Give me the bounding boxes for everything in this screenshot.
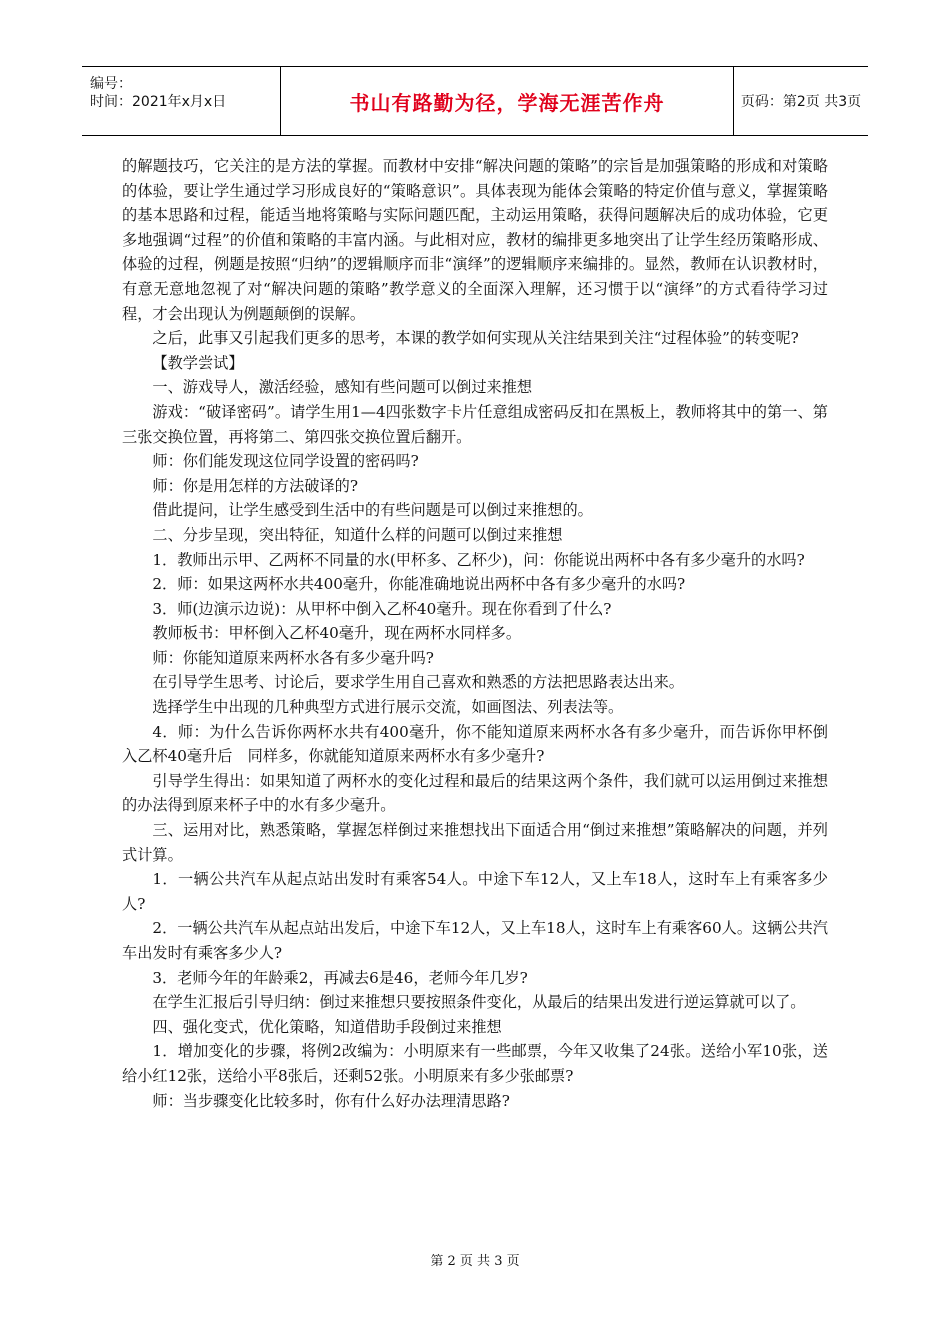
page-footer — [0, 1250, 950, 1269]
body-paragraph: 3．老师今年的年龄乘2，再减去6是46，老师今年几岁? — [152, 968, 528, 987]
body-paragraph: 二、分步呈现，突出特征，知道什么样的问题可以倒过来推想 — [152, 525, 563, 544]
header-page-cell — [734, 67, 868, 135]
body-paragraph: 选择学生中出现的几种典型方式进行展示交流，如画图法、列表法等。 — [152, 698, 624, 717]
body-paragraph: 师：当步骤变化比较多时，你有什么好办法理清思路? — [152, 1091, 510, 1110]
header-slogan: 书山有路勤为径，学海无涯苦作舟 — [349, 90, 665, 115]
body-paragraph: 引导学生得出：如果知道了两杯水的变化过程和最后的结果这两个条件，我们就可以运用倒过来推想的办法得到原来杯子中的水有多少毫升。 — [122, 771, 828, 815]
body-paragraph: 师：你能知道原来两杯水各有多少毫升吗? — [152, 648, 434, 667]
body-paragraph: 1．增加变化的步骤，将例2改编为：小明原来有一些邮票，今年又收集了24张。送给小军10张，送给小红12张，送给小平8张后，还剩52张。小明原来有多少张邮票? — [122, 1042, 828, 1085]
body-paragraph: 四、强化变式，优化策略，知道借助手段倒过来推想 — [152, 1017, 502, 1036]
body-paragraph: 师：你们能发现这位同学设置的密码吗? — [152, 452, 419, 471]
body-paragraph: 在引导学生思考、讨论后，要求学生用自己喜欢和熟悉的方法把思路表达出来。 — [152, 673, 684, 692]
document-date-label: 时间：2021年x月x日 — [90, 94, 227, 110]
body-paragraph: 教师板书：甲杯倒入乙杯40毫升，现在两杯水同样多。 — [152, 624, 522, 643]
body-paragraph: 的解题技巧，它关注的是方法的掌握。而教材中安排“解决问题的策略”的宗旨是加强策略的形成和对策略的体验，要让学生通过学习形成良好的“策略意识”。具体表现为能体会策略的特定价值与意义，掌握策略的基本思路和过程，能适当地将策略与实际问题匹配，主动运用策略，获得问题解决后的成功体验，它更多地强调“过程”的价值和策略的丰富内涵。与此相对应，教材的编排更多地突出了让学生经历策略形成、体验的过程，例题是按照“归纳”的逻辑顺序而非“演绎”的逻辑顺序来编排的。显然，教师在认识教材时，有意无意地忽视了对“解决问题的策略”教学意义的全面深入理解，还习惯于以“演绎”的方式看待学习过程，才会出现认为例题颠倒的误解。 — [122, 157, 828, 323]
header-info-cell — [82, 67, 281, 135]
body-paragraph: 2．一辆公共汽车从起点站出发后，中途下车12人，又上车18人，这时车上有乘客60人。这辆公共汽车出发时有乘客多少人? — [122, 919, 828, 962]
body-paragraph: 借此提问，让学生感受到生活中的有些问题是可以倒过来推想的。 — [152, 501, 593, 520]
header-page-info: 页码：第2页 共3页 — [740, 94, 862, 110]
body-paragraph: 4．师：为什么告诉你两杯水共有400毫升，你不能知道原来两杯水各有多少毫升，而告诉你甲杯倒入乙杯40毫升后 同样多，你就能知道原来两杯水有多少毫升? — [122, 722, 828, 766]
page-header — [82, 66, 868, 136]
header-slogan-cell — [281, 67, 734, 135]
body-paragraph: 【教学尝试】 — [152, 353, 244, 372]
body-paragraph: 游戏：“破译密码”。请学生用1—4四张数字卡片任意组成密码反扣在黑板上，教师将其中的第一、第三张交换位置，再将第二、第四张交换位置后翻开。 — [122, 402, 828, 446]
body-paragraph: 1．教师出示甲、乙两杯不同量的水(甲杯多、乙杯少)，问：你能说出两杯中各有多少毫升的水吗? — [152, 550, 805, 569]
body-paragraph: 3．师(边演示边说)：从甲杯中倒入乙杯40毫升。现在你看到了什么? — [152, 599, 612, 618]
body-paragraph: 在学生汇报后引导归纳：倒过来推想只要按照条件变化，从最后的结果出发进行逆运算就可以了。 — [152, 993, 806, 1012]
body-paragraph: 之后，此事又引起我们更多的思考，本课的教学如何实现从关注结果到关注“过程体验”的转变呢? — [152, 329, 799, 348]
body-paragraph: 2．师：如果这两杯水共400毫升，你能准确地说出两杯中各有多少毫升的水吗? — [152, 575, 686, 594]
document-body — [122, 154, 828, 1113]
document-number-label: 编号： — [90, 76, 132, 92]
body-paragraph: 师：你是用怎样的方法破译的? — [152, 476, 358, 495]
body-paragraph: 三、运用对比，熟悉策略，掌握怎样倒过来推想找出下面适合用“倒过来推想”策略解决的问题，并列式计算。 — [122, 821, 828, 864]
body-paragraph: 一、游戏导人，激活经验，感知有些问题可以倒过来推想 — [152, 378, 533, 397]
body-paragraph: 1．一辆公共汽车从起点站出发时有乘客54人。中途下车12人，又上车18人，这时车上有乘客多少人? — [122, 870, 828, 913]
page-number-footer: 第 2 页 共 3 页 — [430, 1254, 520, 1269]
